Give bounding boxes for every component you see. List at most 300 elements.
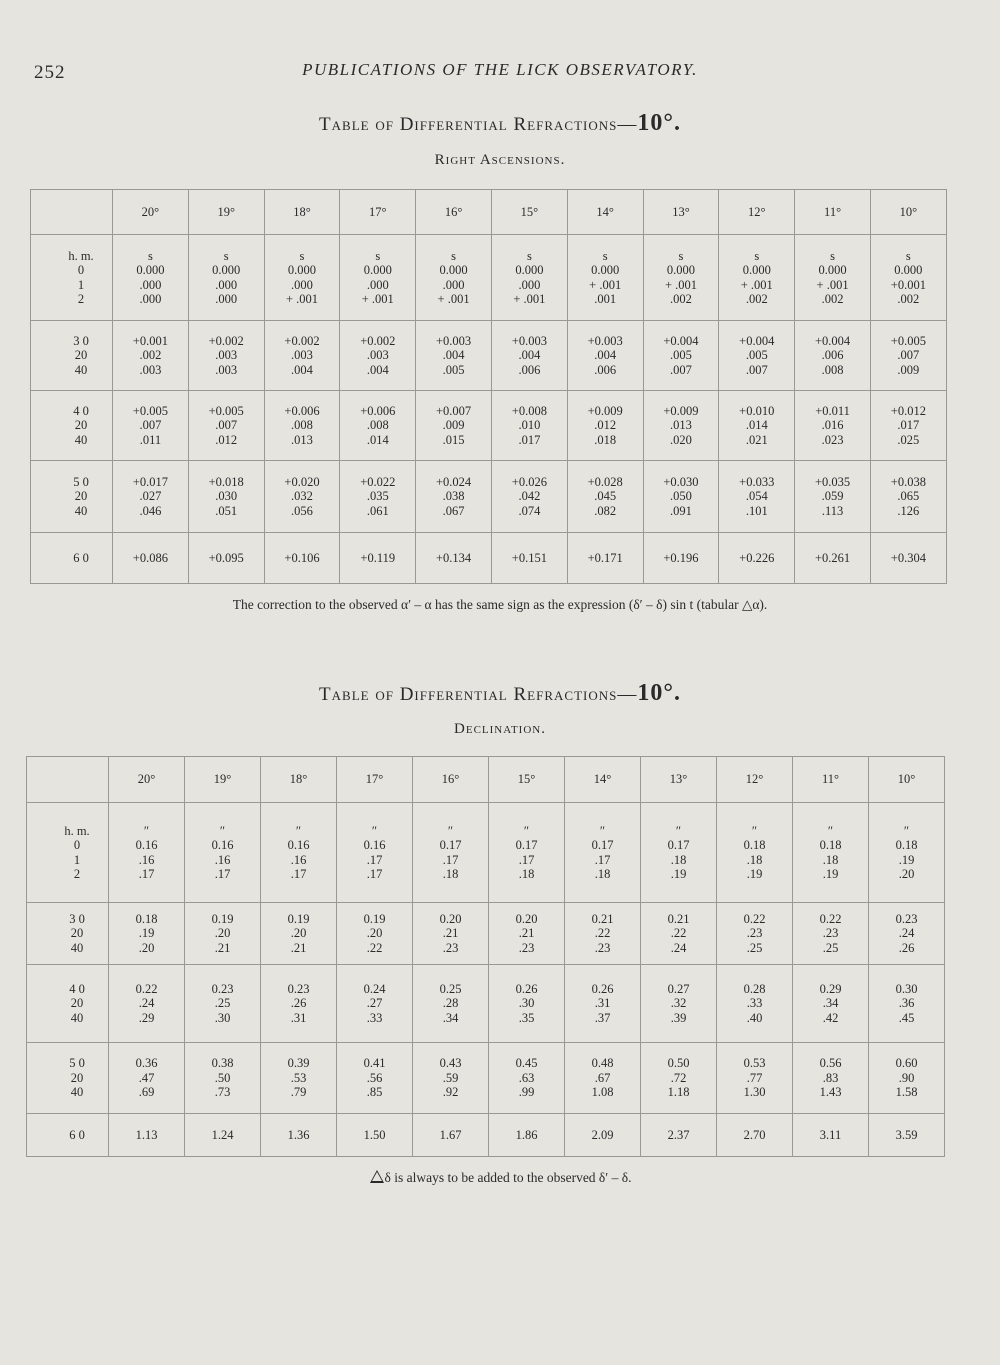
cell-value: .16: [214, 852, 231, 867]
cell-value: 0.22: [743, 911, 766, 926]
table-cell: [113, 235, 189, 321]
cell-value: 0.000: [818, 263, 847, 277]
cell-value: .082: [594, 503, 617, 518]
cell-value: .56: [366, 1070, 383, 1085]
column-header: 12°: [719, 190, 795, 235]
cell-value: .28: [442, 996, 459, 1011]
cell-value: .014: [366, 432, 389, 447]
cell-value: +0.119: [360, 550, 396, 565]
cell-value: .000: [139, 277, 162, 292]
cell-value: 2.37: [667, 1127, 690, 1142]
cell-value: .007: [139, 418, 162, 433]
cell-value: ″: [599, 823, 606, 838]
cell-value: .63: [518, 1070, 535, 1085]
cell-value: +0.035: [814, 474, 851, 489]
row-label: [27, 1114, 109, 1157]
row-label: [31, 533, 113, 584]
table-cell: [565, 1114, 641, 1157]
cell-value: 1.13: [135, 1127, 158, 1142]
cell-value: + .001: [361, 292, 394, 306]
table-cell: [489, 1043, 565, 1114]
cell-value: ″: [903, 823, 910, 838]
cell-value: .042: [518, 489, 541, 504]
cell-value: .18: [822, 852, 839, 867]
table-cell: [264, 391, 340, 461]
cell-value: 0.000: [363, 263, 392, 277]
cell-value: ″: [447, 823, 454, 838]
cell-value: +0.134: [435, 550, 472, 565]
cell-value: +0.012: [890, 403, 926, 418]
table-cell: [717, 1114, 793, 1157]
table-cell: [489, 1114, 565, 1157]
cell-value: +0.033: [739, 474, 775, 489]
cell-value: 0.30: [895, 981, 918, 996]
table-cell: [641, 1114, 717, 1157]
cell-value: 0.16: [363, 838, 386, 852]
table-cell: [340, 533, 416, 584]
cell-value: s: [375, 248, 381, 263]
cell-value: .53: [290, 1070, 307, 1085]
cell-value: .002: [670, 292, 692, 306]
cell-value: +0.003: [511, 333, 547, 348]
cell-value: .16: [138, 852, 155, 867]
cell-value: .012: [215, 432, 238, 447]
cell-value: .051: [215, 503, 238, 518]
cell-value: ″: [827, 823, 834, 838]
right-ascensions-table: [30, 189, 947, 584]
cell-value: 0.000: [894, 263, 923, 277]
column-header: 20°: [109, 757, 185, 803]
cell-value: s: [678, 248, 684, 263]
table-cell: [795, 235, 871, 321]
row-label-value: 20: [70, 996, 84, 1011]
cell-value: .007: [670, 362, 692, 377]
cell-value: .030: [215, 489, 238, 504]
cell-value: .17: [214, 867, 231, 881]
cell-value: .004: [594, 348, 617, 363]
cell-value: .20: [138, 940, 155, 955]
cell-value: 0.23: [895, 911, 918, 926]
cell-value: .004: [366, 362, 389, 377]
cell-value: .020: [670, 432, 692, 447]
cell-value: +0.005: [132, 403, 168, 418]
row-label-value: 4 0: [73, 403, 89, 418]
cell-value: + .001: [664, 277, 697, 292]
cell-value: .39: [670, 1010, 687, 1025]
table-cell: [413, 803, 489, 903]
cell-value: .008: [821, 362, 844, 377]
table-cell: [109, 1114, 185, 1157]
table-cell: [261, 1043, 337, 1114]
column-header: 16°: [413, 757, 489, 803]
cell-value: .023: [821, 432, 844, 447]
cell-value: .22: [670, 926, 687, 941]
row-label: [27, 1043, 109, 1114]
table2-title: [0, 680, 1000, 707]
cell-value: .23: [594, 940, 611, 955]
cell-value: .36: [898, 996, 915, 1011]
table-cell: [641, 903, 717, 965]
table-cell: [643, 461, 719, 533]
cell-value: .32: [670, 996, 687, 1011]
cell-value: .18: [442, 867, 459, 881]
cell-value: .19: [746, 867, 763, 881]
cell-value: +0.005: [890, 333, 926, 348]
cell-value: .002: [821, 292, 844, 306]
row-label-value: 20: [74, 418, 88, 433]
column-header: 11°: [793, 757, 869, 803]
row-label-value: 20: [70, 926, 84, 941]
delta-triangle-icon: [370, 1170, 384, 1183]
cell-value: .008: [291, 418, 313, 433]
column-header: 18°: [264, 190, 340, 235]
table-cell: [870, 391, 946, 461]
row-label: [27, 965, 109, 1043]
cell-value: .067: [442, 503, 465, 518]
cell-value: ″: [675, 823, 682, 838]
table-cell: [337, 965, 413, 1043]
cell-value: .010: [518, 418, 541, 433]
cell-value: .27: [366, 996, 383, 1011]
table-cell: [869, 1043, 945, 1114]
row-label: [31, 321, 113, 391]
cell-value: +0.020: [284, 474, 320, 489]
cell-value: .20: [290, 926, 307, 941]
running-head: PUBLICATIONS OF THE LICK OBSERVATORY.: [302, 60, 698, 79]
cell-value: .20: [898, 867, 915, 881]
table-cell: [109, 965, 185, 1043]
cell-value: .19: [898, 852, 915, 867]
cell-value: .004: [442, 348, 465, 363]
table-cell: [337, 903, 413, 965]
cell-value: 0.000: [742, 263, 771, 277]
cell-value: .065: [897, 489, 920, 504]
column-header: 13°: [643, 190, 719, 235]
cell-value: .24: [898, 926, 915, 941]
cell-value: +0.009: [587, 403, 623, 418]
table-cell: [261, 903, 337, 965]
table-cell: [113, 533, 189, 584]
cell-value: 1.36: [287, 1127, 310, 1142]
cell-value: .005: [670, 348, 692, 363]
cell-value: + .001: [437, 292, 470, 306]
cell-value: +0.001: [132, 333, 168, 348]
row-label: [27, 903, 109, 965]
table-cell: [489, 803, 565, 903]
cell-value: 0.27: [667, 981, 690, 996]
column-header: 10°: [869, 757, 945, 803]
cell-value: .17: [594, 852, 611, 867]
cell-value: +0.106: [284, 550, 320, 565]
cell-value: 0.29: [819, 981, 842, 996]
cell-value: .77: [746, 1070, 763, 1085]
column-header: 10°: [870, 190, 946, 235]
column-header: 12°: [717, 757, 793, 803]
cell-value: ″: [751, 823, 758, 838]
cell-value: .000: [442, 277, 465, 292]
table-cell: [113, 391, 189, 461]
cell-value: .005: [745, 348, 768, 363]
table-cell: [113, 321, 189, 391]
cell-value: .007: [745, 362, 768, 377]
row-label-value: 6 0: [73, 550, 89, 565]
cell-value: .25: [822, 940, 839, 955]
table-cell: [869, 803, 945, 903]
table2-note: [0, 1170, 1000, 1186]
cell-value: .016: [821, 418, 844, 433]
table-cell: [337, 1043, 413, 1114]
cell-value: .000: [139, 292, 162, 306]
cell-value: +0.011: [815, 403, 850, 418]
table-cell: [489, 903, 565, 965]
table-cell: [795, 321, 871, 391]
table-cell: [870, 321, 946, 391]
table-cell: [717, 1043, 793, 1114]
cell-value: 0.000: [439, 263, 468, 277]
table-cell: [795, 533, 871, 584]
cell-value: .001: [594, 292, 617, 306]
cell-value: .35: [518, 1010, 535, 1025]
cell-value: 3.59: [895, 1127, 918, 1142]
cell-value: +0.006: [284, 403, 320, 418]
cell-value: .017: [518, 432, 541, 447]
cell-value: +0.196: [663, 550, 699, 565]
cell-value: .006: [821, 348, 844, 363]
cell-value: .032: [291, 489, 313, 504]
table-cell: [337, 803, 413, 903]
cell-value: +0.002: [208, 333, 244, 348]
row-label-value: 5 0: [69, 1056, 85, 1071]
cell-value: .30: [518, 996, 535, 1011]
cell-value: 0.41: [363, 1056, 386, 1071]
cell-value: .000: [215, 277, 238, 292]
cell-value: .40: [746, 1010, 763, 1025]
cell-value: .008: [366, 418, 389, 433]
table-cell: [261, 965, 337, 1043]
table-cell: [261, 1114, 337, 1157]
cell-value: .22: [366, 940, 383, 955]
cell-value: .29: [138, 1010, 155, 1025]
cell-value: .005: [442, 362, 465, 377]
cell-value: 0.25: [439, 981, 462, 996]
cell-value: 0.19: [211, 911, 234, 926]
cell-value: .018: [594, 432, 617, 447]
row-label-value: 3 0: [69, 911, 85, 926]
cell-value: +0.004: [814, 333, 851, 348]
row-label-value: 40: [70, 1010, 84, 1025]
row-label-value: 40: [74, 432, 88, 447]
cell-value: .003: [215, 362, 238, 377]
table-cell: [565, 903, 641, 965]
cell-value: .17: [366, 852, 383, 867]
table1-title-text: Table of Differential Refractions—: [319, 114, 638, 135]
cell-value: 1.43: [819, 1085, 842, 1100]
cell-value: 1.30: [743, 1085, 766, 1100]
cell-value: .000: [215, 292, 238, 306]
table-cell: [641, 1043, 717, 1114]
table-row: [27, 803, 945, 903]
cell-value: + .001: [589, 277, 622, 292]
cell-value: +0.026: [511, 474, 547, 489]
cell-value: 0.36: [135, 1056, 158, 1071]
table-cell: [793, 903, 869, 965]
cell-value: .47: [138, 1070, 155, 1085]
table-row: [27, 903, 945, 965]
cell-value: ″: [219, 823, 226, 838]
table-cell: [340, 321, 416, 391]
table1-title: [0, 110, 1000, 137]
table-cell: [793, 965, 869, 1043]
cell-value: .19: [822, 867, 839, 881]
cell-value: 0.000: [591, 263, 620, 277]
cell-value: 0.26: [515, 981, 538, 996]
cell-value: .37: [594, 1010, 611, 1025]
row-label-value: 3 0: [73, 333, 89, 348]
table-cell: [109, 903, 185, 965]
row-label-value: 20: [74, 348, 88, 363]
table-cell: [870, 235, 946, 321]
cell-value: .18: [518, 867, 535, 881]
cell-value: .002: [745, 292, 768, 306]
table-cell: [719, 321, 795, 391]
column-header: 18°: [261, 757, 337, 803]
column-header: 19°: [185, 757, 261, 803]
cell-value: +0.226: [739, 550, 775, 565]
table-row: [31, 533, 947, 584]
table-cell: [870, 461, 946, 533]
cell-value: 0.16: [135, 838, 158, 852]
cell-value: .18: [594, 867, 611, 881]
cell-value: 0.45: [515, 1056, 538, 1071]
table-cell: [109, 1043, 185, 1114]
table-cell: [188, 533, 264, 584]
cell-value: .50: [214, 1070, 231, 1085]
cell-value: +0.017: [132, 474, 168, 489]
table-cell: [870, 533, 946, 584]
cell-value: .19: [138, 926, 155, 941]
cell-value: .061: [366, 503, 389, 518]
cell-value: 1.86: [515, 1127, 538, 1142]
cell-value: 0.60: [895, 1056, 918, 1071]
cell-value: 0.39: [287, 1056, 310, 1071]
row-label-value: 1: [77, 277, 85, 292]
cell-value: .002: [897, 292, 920, 306]
cell-value: .014: [745, 418, 768, 433]
cell-value: +0.009: [663, 403, 699, 418]
table1-subtitle: Right Ascensions.: [434, 152, 566, 168]
cell-value: +0.010: [739, 403, 775, 418]
table-cell: [188, 391, 264, 461]
cell-value: .21: [290, 940, 307, 955]
table-cell: [567, 461, 643, 533]
table-cell: [869, 903, 945, 965]
table-cell: [413, 903, 489, 965]
cell-value: +0.171: [587, 550, 623, 565]
cell-value: 0.000: [666, 263, 696, 277]
cell-value: .035: [366, 489, 389, 504]
cell-value: 0.22: [135, 981, 158, 996]
cell-value: 0.24: [363, 981, 386, 996]
cell-value: +0.002: [360, 333, 396, 348]
table-cell: [264, 235, 340, 321]
cell-value: +0.005: [208, 403, 244, 418]
cell-value: ″: [143, 823, 150, 838]
cell-value: .091: [670, 503, 692, 518]
cell-value: +0.002: [284, 333, 320, 348]
cell-value: s: [299, 248, 305, 263]
cell-value: .004: [518, 348, 541, 363]
table-cell: [641, 965, 717, 1043]
cell-value: +0.261: [814, 550, 851, 565]
cell-value: 0.000: [136, 263, 165, 277]
cell-value: .24: [138, 996, 155, 1011]
table-cell: [261, 803, 337, 903]
cell-value: 0.48: [591, 1056, 614, 1071]
cell-value: +0.006: [360, 403, 396, 418]
cell-value: .20: [366, 926, 383, 941]
cell-value: .054: [745, 489, 768, 504]
table-row: [27, 1114, 945, 1157]
cell-value: + .001: [816, 277, 849, 292]
row-label-value: h. m.: [64, 823, 90, 838]
table-cell: [413, 1043, 489, 1114]
cell-value: 0.21: [667, 911, 690, 926]
cell-value: +0.038: [890, 474, 926, 489]
cell-value: 1.08: [591, 1085, 614, 1100]
cell-value: s: [905, 248, 911, 263]
column-header: 14°: [567, 190, 643, 235]
table-cell: [491, 533, 567, 584]
table-cell: [567, 235, 643, 321]
cell-value: 0.50: [667, 1056, 690, 1071]
row-label-header: [31, 190, 113, 235]
table-cell: [719, 391, 795, 461]
cell-value: 0.18: [135, 911, 158, 926]
cell-value: .101: [745, 503, 768, 518]
table-cell: [491, 321, 567, 391]
cell-value: .31: [594, 996, 611, 1011]
cell-value: +0.018: [208, 474, 244, 489]
table-cell: [565, 803, 641, 903]
cell-value: .17: [138, 867, 155, 881]
table2-note-text: δ is always to be added to the observed δ′ – δ.: [384, 1170, 632, 1185]
cell-value: .17: [442, 852, 459, 867]
cell-value: .050: [670, 489, 692, 504]
cell-value: .003: [139, 362, 162, 377]
cell-value: 0.28: [743, 981, 766, 996]
cell-value: 0.19: [287, 911, 310, 926]
table-cell: [567, 533, 643, 584]
cell-value: .007: [897, 348, 920, 363]
cell-value: .18: [746, 852, 763, 867]
row-label-value: 40: [70, 940, 84, 955]
cell-value: .34: [442, 1010, 459, 1025]
cell-value: .24: [670, 940, 687, 955]
cell-value: 1.58: [895, 1085, 918, 1100]
row-label-value: 2: [77, 292, 85, 306]
table1-note: The correction to the observed α′ – α has the same sign as the expression (δ′ – δ) sin t (tabular △α).: [232, 597, 768, 612]
cell-value: s: [451, 248, 457, 263]
cell-value: .059: [821, 489, 844, 504]
row-label-value: 40: [70, 1085, 84, 1100]
cell-value: 1.50: [363, 1127, 386, 1142]
cell-value: 0.17: [439, 838, 462, 852]
table-cell: [264, 533, 340, 584]
row-label-value: 4 0: [69, 981, 85, 996]
table-cell: [567, 321, 643, 391]
table-cell: [717, 903, 793, 965]
table-cell: [643, 235, 719, 321]
